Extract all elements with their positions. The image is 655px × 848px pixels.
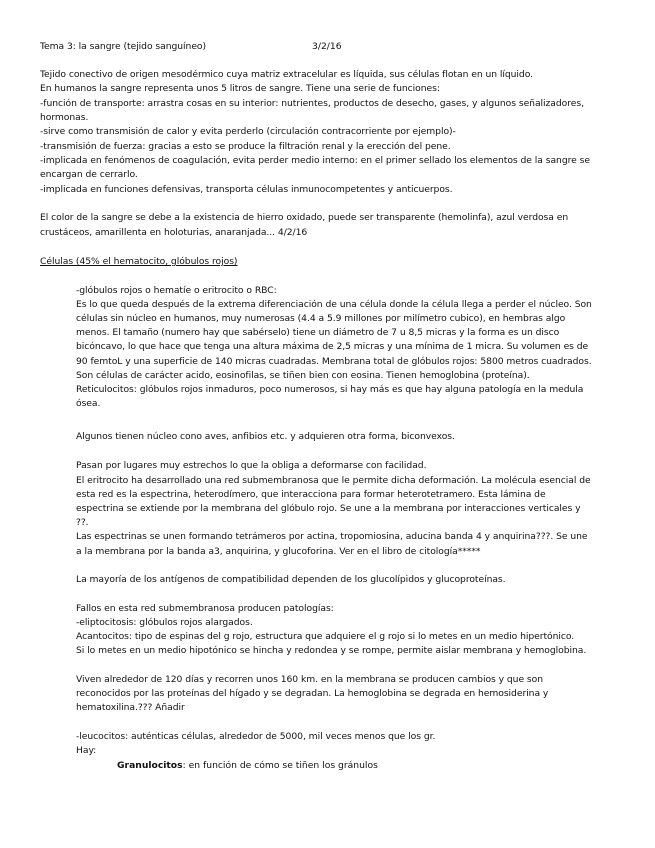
text-line: hematoxilina.??? Añadir [76, 702, 185, 713]
text-line: -implicada en fenómenos de coagulación, evita perder medio interno: en el primer sellado los elementos de la sangre se [40, 155, 590, 166]
text-line: Son células de carácter acido, eosinofilas, se tiñen bien con eosina. Tienen hemoglobina (proteína). [76, 370, 530, 381]
text-line: crustáceos, amarillenta en holoturias, anaranjada... 4/2/16 [40, 227, 308, 238]
text-line: -sirve como transmisión de calor y evita perderlo (circulación contracorriente por ejemplo)- [40, 126, 456, 137]
text-line: -implicada en funciones defensivas, transporta células inmunocompetentes y anticuerpos. [40, 184, 453, 195]
text-line: En humanos la sangre representa unos 5 litros de sangre. Tiene una serie de funciones: [40, 83, 440, 94]
section-heading: Células (45% el hematocito, glóbulos rojos) [40, 256, 238, 267]
text-line: hormonas. [40, 112, 89, 123]
text-line: espectrina se extiende por la membrana del glóbulo rojo. Se une a la membrana por interacciones verticales y [76, 503, 581, 514]
text-line: Viven alrededor de 120 días y recorren unos 160 km. en la membrana se producen cambios y que son [76, 674, 543, 685]
granulocitos-description: : en función de cómo se tiñen los gránulos [182, 760, 378, 771]
text-line: Pasan por lugares muy estrechos lo que la obliga a deformarse con facilidad. [76, 460, 427, 471]
text-line: ósea. [76, 398, 101, 409]
text-line: El eritrocito ha desarrollado una red submembranosa que le permite dicha deformación. La molécula esencial de [76, 475, 591, 486]
text-line: El color de la sangre se debe a la existencia de hierro oxidado, puede ser transparente (hemolinfa), azul verdosa en [40, 212, 569, 223]
document-title: Tema 3: la sangre (tejido sanguíneo) [40, 41, 207, 52]
text-line: ??. [76, 517, 89, 528]
nucleus-note: Algunos tienen núcleo cono aves, anfibios etc. y adquieren otra forma, biconvexos. [76, 431, 455, 442]
granulocitos-line [117, 760, 378, 771]
text-line: -glóbulos rojos o hematíe o eritrocito o RBC: [76, 285, 277, 296]
text-line: células sin núcleo en humanos, muy numerosas (4.4 a 5.9 millones por milímetro cubico), en hembras algo [76, 313, 566, 324]
text-line: Es lo que queda después de la extrema diferenciación de una célula donde la célula llega a perder el núcleo. Son [76, 299, 592, 310]
antigens-note: La mayoría de los antígenos de compatibilidad dependen de los glucolípidos y glucoproteínas. [76, 574, 506, 585]
text-line: Las espectrinas se unen formando tetrámeros por actina, tropomiosina, aducina banda 4 y anquirina???. Se une [76, 531, 588, 542]
document-date: 3/2/16 [312, 41, 342, 52]
text-line: reconocidos por las proteínas del hígado y se degradan. La hemoglobina se degrada en hemosiderina y [76, 688, 549, 699]
text-line: bicóncavo, lo que hace que tenga una altura máxima de 2,5 micras y una mínima de 1 micra. Su volumen es de [76, 341, 589, 352]
text-line: -función de transporte: arrastra cosas en su interior: nutrientes, productos de desecho, gases, y algunos señalizadores, [40, 98, 584, 109]
text-line: Acantocitos: tipo de espinas del g rojo, estructura que adquiere el g rojo si lo metes en un medio hipertónico. [76, 631, 575, 642]
text-line: 90 femtoL y una superficie de 140 micras cuadradas. Membrana total de glóbulos rojos: 5800 metros cuadrados. [76, 356, 592, 367]
text-line: Hay: [76, 745, 97, 756]
text-line: -eliptocitosis: glóbulos rojos alargados. [76, 617, 253, 628]
text-line: encargan de cerrarlo. [40, 169, 138, 180]
text-line: menos. El tamaño (numero hay que sabérselo) tiene un diámetro de 7 u 8,5 micras y la forma es un disco [76, 327, 560, 338]
text-line: Reticulocitos: glóbulos rojos inmaduros, poco numerosos, si hay más es que hay alguna patología en la medula [76, 384, 584, 395]
text-line: Tejido conectivo de origen mesodérmico cuya matriz extracelular es líquida, sus células flotan en un líquido. [40, 69, 533, 80]
text-line: Si lo metes en un medio hipotónico se hincha y redondea y se rompe, permite aislar membrana y hemoglobina. [76, 645, 587, 656]
text-line: -leucocitos: auténticas células, alrededor de 5000, mil veces menos que los gr. [76, 731, 436, 742]
text-line: Fallos en esta red submembranosa producen patologías: [76, 603, 334, 614]
granulocitos-term: Granulocitos [117, 760, 183, 771]
text-line: esta red es la espectrina, heterodímero, que interacciona para formar heterotetramero. Esta lámina de [76, 489, 546, 500]
text-line: a la membrana por la banda a3, anquirina, y glucoforina. Ver en el libro de citología***** [76, 546, 481, 557]
text-line: -transmisión de fuerza: gracias a esto se produce la filtración renal y la erección del pene. [40, 141, 451, 152]
